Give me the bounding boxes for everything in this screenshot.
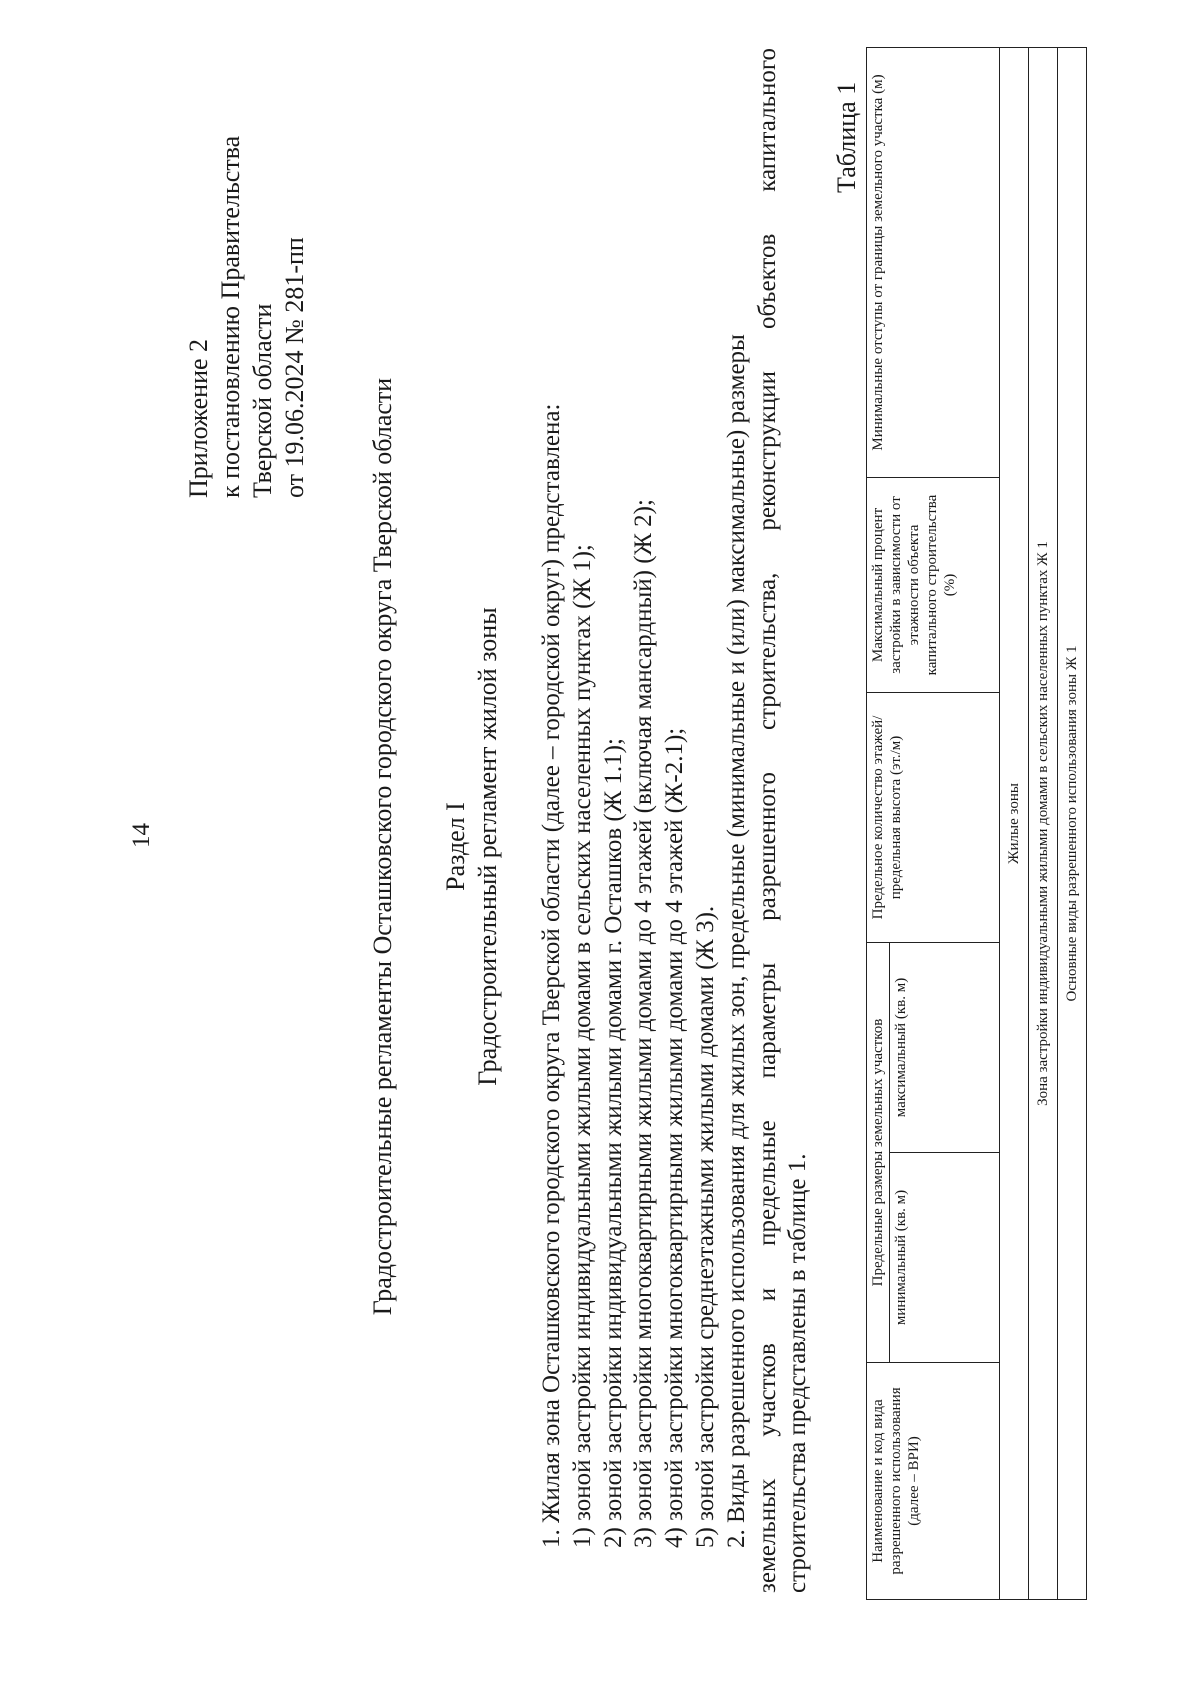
table-span-row: Основные виды разрешенного использования зоны Ж 1 [1058, 48, 1087, 1600]
zone-list-item: 3) зоной застройки многоквартирными жилыми домами до 4 этажей (включая мансардный) (Ж 2); [630, 499, 658, 1548]
section-number: Раздел I [441, 802, 470, 891]
zone-list-item: 1) зоной застройки индивидуальными жилыми домами в сельских населенных пунктах (Ж 1); [568, 544, 596, 1548]
header-plot-sizes: Предельные размеры земельных участков [867, 943, 890, 1363]
appendix-header [183, 136, 311, 498]
header-max-floors: Предельное количество этажей/ предельная высота (эт./м) [867, 693, 1000, 943]
table-row [1058, 48, 1087, 1600]
table-row [1029, 48, 1058, 1600]
header-vri-name: Наименование и код вида разрешенного использования (далее – ВРИ) [867, 1363, 1000, 1600]
appendix-line: к постановлению Правительства [216, 135, 245, 498]
document-title: Градостроительные регламенты Осташковского городского округа Тверской области [368, 377, 397, 1316]
table-span-row: Жилые зоны [1000, 48, 1029, 1600]
zone-list-item: 4) зоной застройки многоквартирными жилыми домами до 4 этажей (Ж-2.1); [661, 727, 689, 1548]
appendix-line: Приложение 2 [184, 338, 213, 498]
table-row [1000, 48, 1029, 1600]
paragraph-2-line: 2. Виды разрешенного использования для жилых зон, предельные (минимальные и (или) максимальные) размеры [722, 334, 750, 1548]
paragraph-1-intro: 1. Жилая зона Осташковского городского округа Тверской области (далее – городской округ) представлена: [538, 403, 565, 1548]
paragraph-2-line: строительства представлены в таблице 1. [784, 1153, 812, 1593]
header-max-size: максимальный (кв. м) [890, 943, 1000, 1153]
table-header-row [867, 48, 890, 1600]
table-caption: Таблица 1 [832, 81, 861, 193]
appendix-line: Тверской области [248, 303, 277, 498]
zone-list-item: 2) зоной застройки индивидуальными жилыми домами г. Осташков (Ж 1.1); [599, 738, 627, 1548]
paragraph-2-line: земельных участков и предельные параметры разрешенного строительства, реконструкции объектов капитального [753, 48, 781, 1593]
header-min-setbacks: Минимальные отступы от границы земельного участка (м) [867, 48, 1000, 478]
body-text [537, 48, 814, 1593]
regulations-table [866, 47, 1087, 1600]
zone-list-item: 5) зоной застройки среднеэтажными жилыми домами (Ж 3). [691, 905, 719, 1548]
section-heading [440, 0, 504, 1693]
table-span-row: Зона застройки индивидуальными жилыми домами в сельских населенных пунктах Ж 1 [1029, 48, 1058, 1600]
page-number: 14 [128, 823, 155, 848]
section-title: Градостроительный регламент жилой зоны [473, 607, 502, 1086]
appendix-line: от 19.06.2024 № 281-пп [280, 237, 309, 498]
header-min-size: минимальный (кв. м) [890, 1153, 1000, 1363]
header-max-build-percent: Максимальный процент застройки в зависимости от этажности объекта капитального строительства (%) [867, 478, 1000, 693]
